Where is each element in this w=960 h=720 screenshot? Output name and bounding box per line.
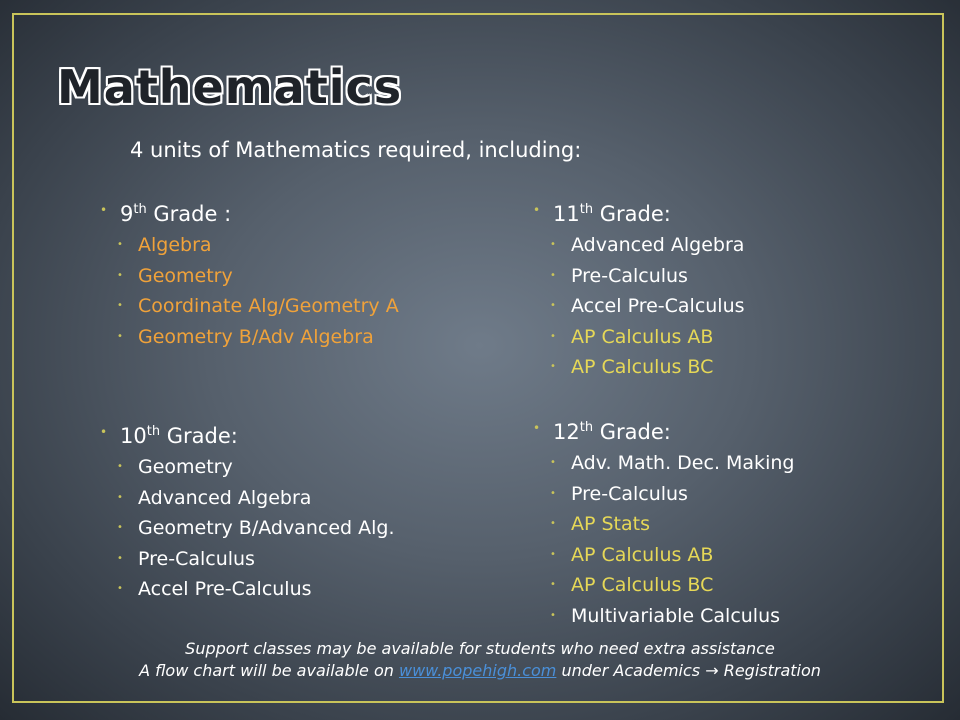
list-item: • Multivariable Calculus — [533, 601, 794, 632]
list-item: • Advanced Algebra — [100, 483, 394, 514]
footer — [0, 638, 960, 682]
list-item: • Adv. Math. Dec. Making — [533, 448, 794, 479]
list-item: • Geometry — [100, 452, 394, 483]
bullet-icon: • — [117, 300, 123, 311]
grade9-heading: • 9th Grade : — [100, 196, 399, 228]
grade11-section — [533, 196, 745, 383]
bullet-icon: • — [550, 487, 556, 499]
bullet-icon: • — [550, 239, 556, 250]
list-item: • Pre-Calculus — [100, 544, 394, 575]
bullet-icon: • — [550, 269, 556, 281]
list-item: • AP Calculus BC — [533, 352, 745, 383]
list-item: • AP Stats — [533, 509, 794, 540]
grade10-section — [100, 418, 394, 605]
grade11-heading: • 11th Grade: — [533, 196, 745, 228]
grade9-section — [100, 196, 399, 352]
bullet-icon: • — [117, 583, 123, 594]
grade10-list — [100, 452, 394, 605]
bullet-icon: • — [117, 239, 123, 250]
bullet-icon: • — [550, 579, 556, 590]
list-item: • Geometry B/Advanced Alg. — [100, 513, 394, 544]
bullet-icon: • — [117, 269, 123, 281]
bullet-icon: • — [117, 461, 123, 472]
page-title: Mathematics — [57, 60, 403, 114]
website-link[interactable]: www.popehigh.com — [398, 661, 557, 680]
grade12-section — [533, 414, 794, 631]
list-item: • Pre-Calculus — [533, 261, 745, 292]
list-item: • AP Calculus BC — [533, 570, 794, 601]
bullet-icon: • — [550, 609, 556, 621]
bullet-icon: • — [533, 421, 541, 435]
bullet-icon: • — [550, 300, 556, 311]
list-item: • AP Calculus AB — [533, 322, 745, 353]
bullet-icon: • — [100, 203, 108, 217]
bullet-icon: • — [100, 425, 108, 439]
bullet-icon: • — [550, 518, 556, 529]
grade9-list — [100, 230, 399, 352]
footer-support-note: Support classes may be available for students who need extra assistance — [185, 639, 775, 658]
bullet-icon: • — [117, 522, 123, 533]
grade12-list — [533, 448, 794, 631]
footer-flowchart-note: A flow chart will be available on www.popehigh.com under Academics → Registration — [139, 661, 821, 680]
bullet-icon: • — [533, 203, 541, 217]
list-item: • Advanced Algebra — [533, 230, 745, 261]
grade11-list — [533, 230, 745, 383]
bullet-icon: • — [550, 457, 556, 468]
grade10-heading: • 10th Grade: — [100, 418, 394, 450]
list-item: • Pre-Calculus — [533, 479, 794, 510]
bullet-icon: • — [550, 548, 556, 560]
bullet-icon: • — [550, 361, 556, 372]
list-item: • Accel Pre-Calculus — [533, 291, 745, 322]
bullet-icon: • — [117, 330, 123, 342]
list-item: • Coordinate Alg/Geometry A — [100, 291, 399, 322]
list-item: • Geometry B/Adv Algebra — [100, 322, 399, 353]
bullet-icon: • — [117, 491, 123, 503]
list-item: • Accel Pre-Calculus — [100, 574, 394, 605]
list-item: • Geometry — [100, 261, 399, 292]
list-item: • Algebra — [100, 230, 399, 261]
list-item: • AP Calculus AB — [533, 540, 794, 571]
bullet-icon: • — [117, 552, 123, 564]
subtitle: 4 units of Mathematics required, including: — [130, 138, 582, 162]
grade12-heading: • 12th Grade: — [533, 414, 794, 446]
bullet-icon: • — [550, 330, 556, 342]
